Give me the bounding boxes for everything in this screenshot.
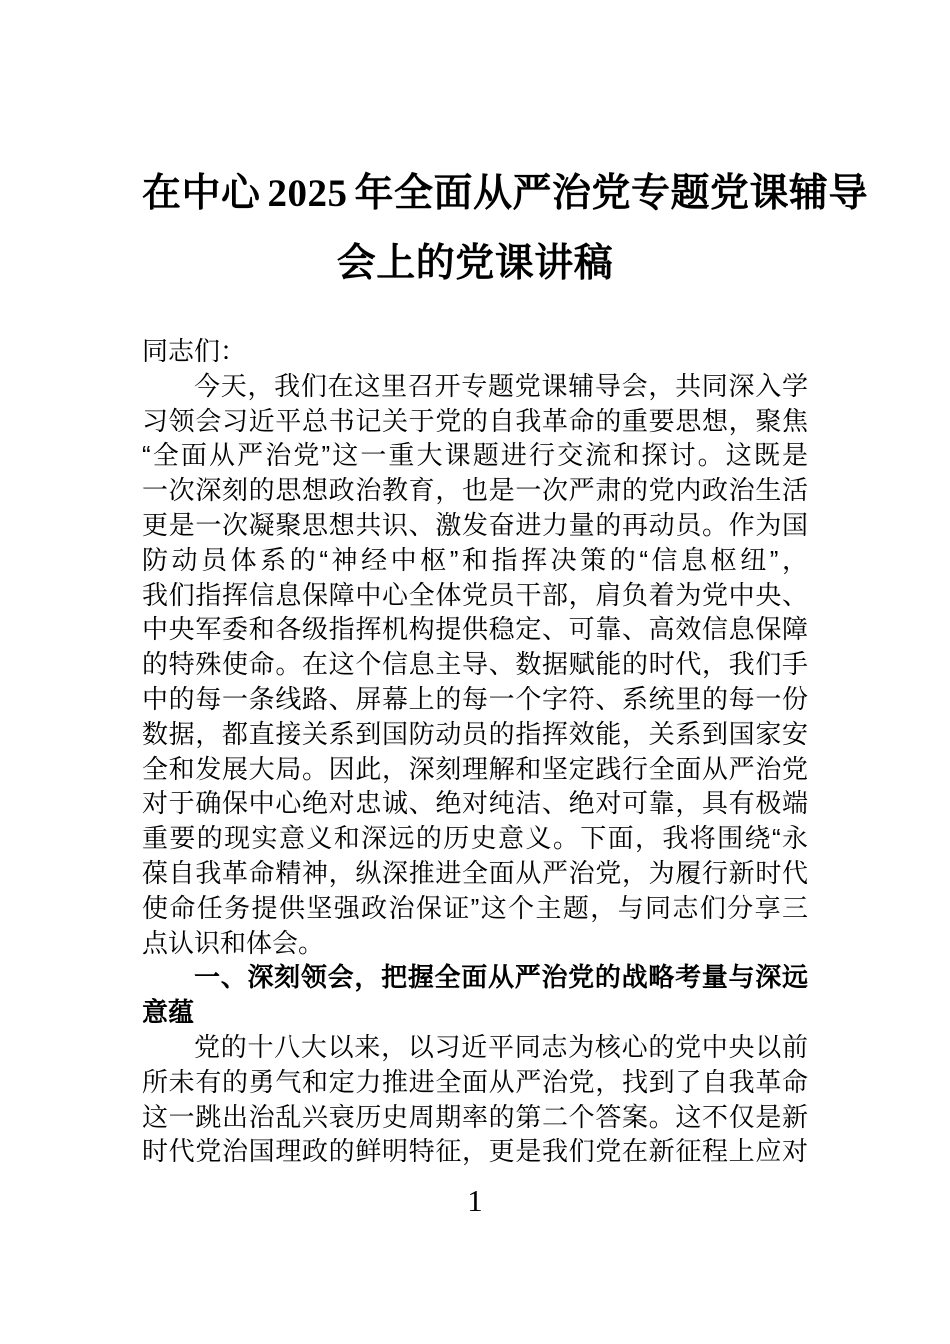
text-line: 使命任务提供坚强政治保证”这个主题，与同志们分享三 bbox=[142, 892, 808, 923]
text-line: 中的每一条线路、屏幕上的每一个字符、系统里的每一份 bbox=[142, 683, 808, 714]
page-number: 1 bbox=[467, 1183, 483, 1218]
text-line: 更是一次凝聚思想共识、激发奋进力量的再动员。作为国 bbox=[142, 509, 808, 540]
text-line: 习领会习近平总书记关于党的自我革命的重要思想，聚焦 bbox=[142, 405, 808, 436]
text-line: 数据，都直接关系到国防动员的指挥效能，关系到国家安 bbox=[142, 718, 808, 749]
text-line: 重要的现实意义和深远的历史意义。下面，我将围绕“永 bbox=[142, 823, 808, 854]
body-text bbox=[142, 334, 808, 1169]
text-line: 我们指挥信息保障中心全体党员干部，肩负着为党中央、 bbox=[142, 579, 808, 610]
salutation-line: 同志们： bbox=[142, 336, 247, 366]
text-line: 点认识和体会。 bbox=[142, 927, 325, 958]
text-line: 今天，我们在这里召开专题党课辅导会，共同深入学 bbox=[194, 370, 808, 401]
text-line: 中央军委和各级指挥机构提供稳定、可靠、高效信息保障 bbox=[142, 614, 808, 645]
text-line: 党的十八大以来，以习近平同志为核心的党中央以前 bbox=[194, 1031, 808, 1062]
text-line: “全面从严治党”这一重大课题进行交流和探讨。这既是 bbox=[142, 440, 808, 471]
text-line: 防动员体系的“神经中枢”和指挥决策的“信息枢纽”， bbox=[142, 544, 808, 575]
title-text-post: 年全面从严治党专题党课辅导 bbox=[354, 172, 869, 215]
text-line: 所未有的勇气和定力推进全面从严治党，找到了自我革命 bbox=[142, 1066, 808, 1097]
title-text-pre: 在中心 bbox=[142, 172, 261, 215]
section-heading-line: 一、深刻领会，把握全面从严治党的战略考量与深远 bbox=[194, 962, 808, 993]
title-line-1 bbox=[142, 159, 869, 229]
text-line: 时代党治国理政的鲜明特征，更是我们党在新征程上应对 bbox=[142, 1136, 808, 1167]
text-line: 葆自我革命精神，纵深推进全面从严治党，为履行新时代 bbox=[142, 857, 808, 888]
text-line: 全和发展大局。因此，深刻理解和坚定践行全面从严治党 bbox=[142, 753, 808, 784]
text-line: 的特殊使命。在这个信息主导、数据赋能的时代，我们手 bbox=[142, 649, 808, 680]
title-line-2: 会上的党课讲稿 bbox=[336, 242, 614, 285]
section-heading-line: 意蕴 bbox=[142, 997, 195, 1028]
text-line: 对于确保中心绝对忠诚、绝对纯洁、绝对可靠，具有极端 bbox=[142, 788, 808, 819]
title-year: 2025 bbox=[267, 172, 348, 215]
text-line: 一次深刻的思想政治教育，也是一次严肃的党内政治生活 bbox=[142, 475, 808, 506]
text-line: 这一跳出治乱兴衰历史周期率的第二个答案。这不仅是新 bbox=[142, 1101, 808, 1132]
document-title bbox=[142, 159, 869, 299]
